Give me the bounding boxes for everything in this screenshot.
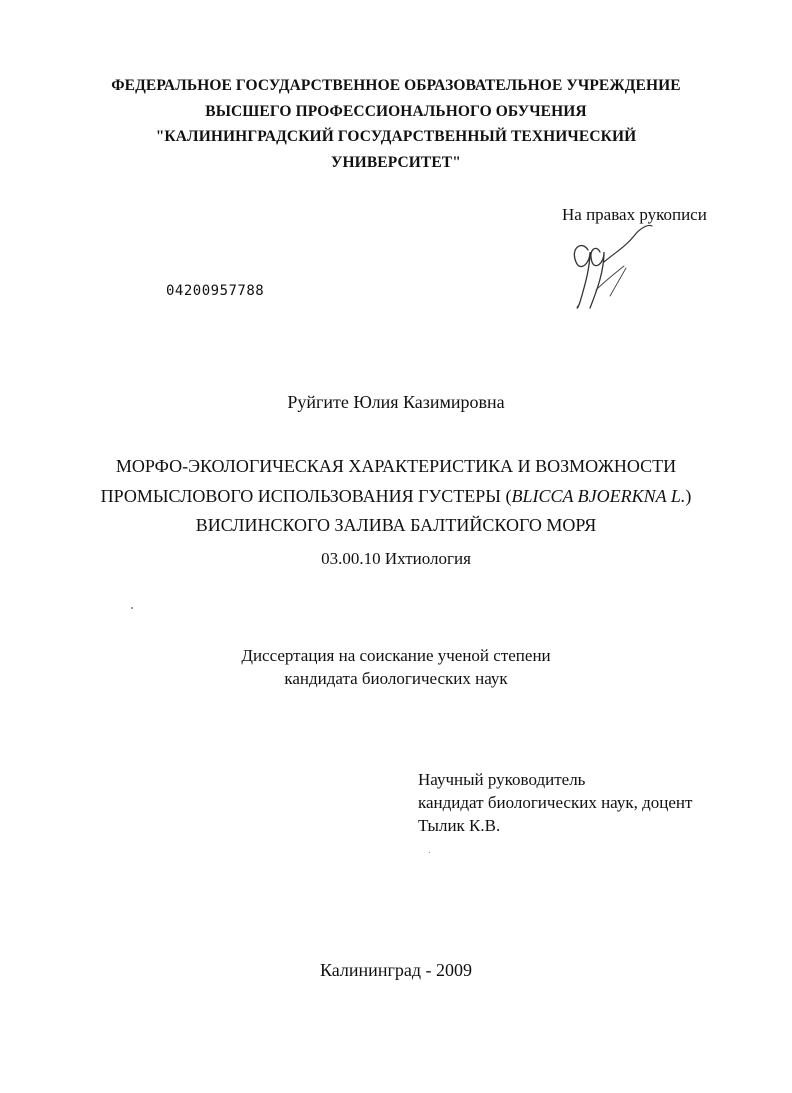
manuscript-rights: На правах рукописи: [562, 205, 707, 224]
institution-header: [0, 73, 792, 175]
title-line-3: ВИСЛИНСКОГО ЗАЛИВА БАЛТИЙСКОГО МОРЯ: [195, 515, 597, 535]
dissertation-title: [0, 452, 792, 541]
title-line-1: МОРФО-ЭКОЛОГИЧЕСКАЯ ХАРАКТЕРИСТИКА И ВОЗМОЖНОСТИ: [115, 456, 677, 476]
supervisor-credentials: кандидат биологических наук, доцент: [418, 793, 693, 812]
specialty: 03.00.10 Ихтиология: [321, 549, 471, 568]
title-line-2-suffix: ): [685, 485, 692, 506]
signature-icon: [560, 222, 680, 322]
species-latin-name: BLICCA BJOERKNA L.: [511, 485, 686, 506]
institution-line-1: ФЕДЕРАЛЬНОЕ ГОСУДАРСТВЕННОЕ ОБРАЗОВАТЕЛЬНОЕ УЧРЕЖДЕНИЕ: [111, 77, 681, 94]
supervisor-label: Научный руководитель: [418, 770, 586, 789]
institution-line-2: ВЫСШЕГО ПРОФЕССИОНАЛЬНОГО ОБУЧЕНИЯ: [205, 102, 587, 120]
institution-line-3: "КАЛИНИНГРАДСКИЙ ГОСУДАРСТВЕННЫЙ ТЕХНИЧЕСКИЙ: [155, 128, 637, 145]
registration-code: 04200957788: [166, 283, 265, 299]
degree-line-1: Диссертация на соискание ученой степени: [241, 646, 551, 665]
title-line-2-prefix: ПРОМЫСЛОВОГО ИСПОЛЬЗОВАНИЯ ГУСТЕРЫ (: [100, 485, 512, 506]
institution-line-4: УНИВЕРСИТЕТ": [331, 153, 461, 171]
supervisor-name: Тылик К.В.: [418, 816, 501, 835]
scan-speck: [429, 852, 430, 853]
scan-speck: [131, 607, 133, 609]
author-name: Руйгите Юлия Казимировна: [287, 392, 505, 412]
title-line-2: [0, 482, 792, 512]
degree-line-2: кандидата биологических наук: [284, 669, 508, 688]
city-year: Калининград - 2009: [320, 960, 472, 980]
degree-statement: [0, 644, 792, 690]
